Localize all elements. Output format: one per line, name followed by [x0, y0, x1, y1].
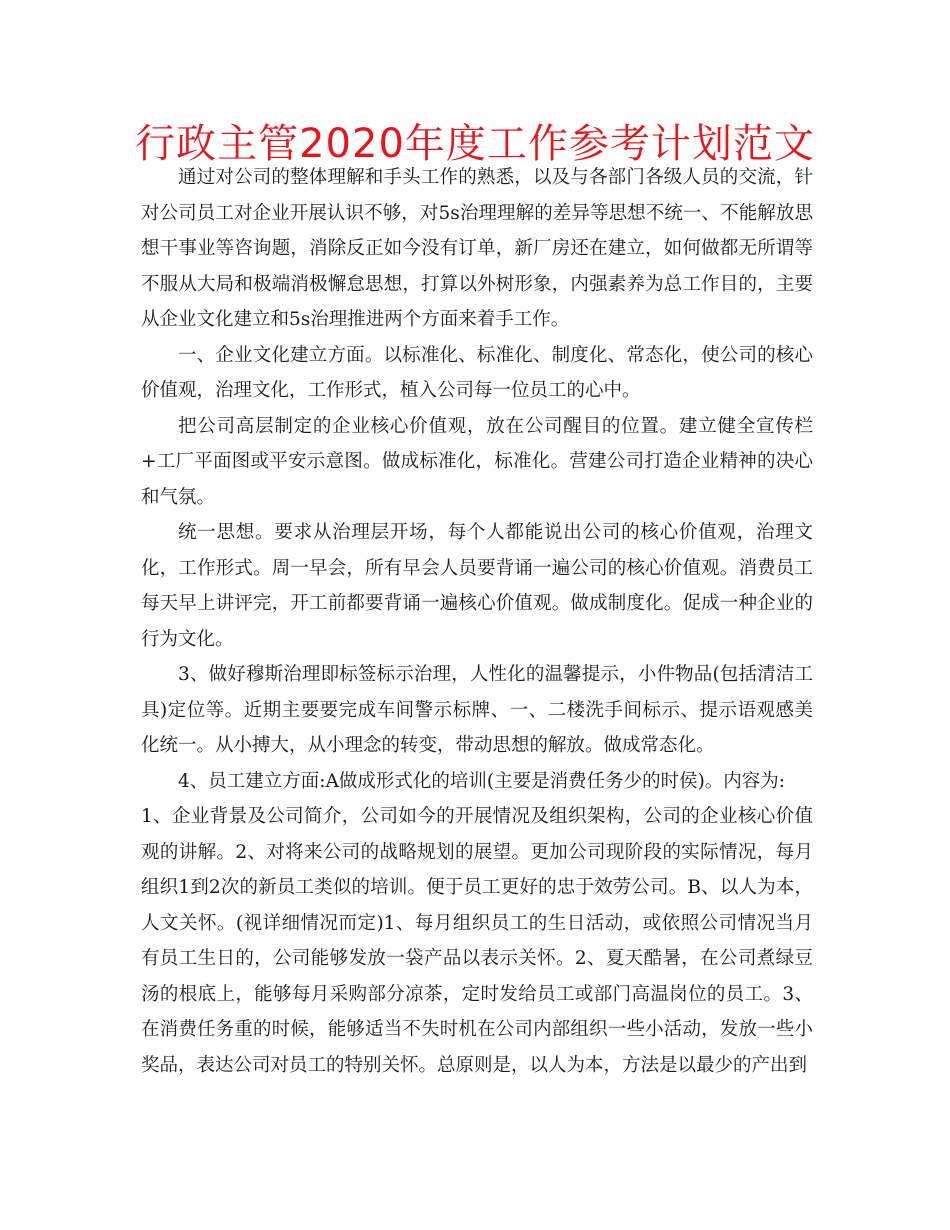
paragraph-values: 把公司高层制定的企业核心价值观，放在公司醒目的位置。建立健全宣传栏+工厂平面图或平安示意图。做成标准化，标准化。营建公司打造企业精神的决心和气氛。: [141, 415, 813, 508]
document-title: 行政主管2020年度工作参考计划范文: [135, 121, 815, 167]
paragraph-staff: 4、员工建立方面:A做成形式化的培训(主要是消费任务少的时侯)。内容为:: [178, 770, 786, 792]
paragraph-unify: 统一思想。要求从治理层开场，每个人都能说出公司的核心价值观，治理文化，工作形式。周一早会，所有早会人员要背诵一遍公司的核心价值观。消费员工每天早上讲评完，开工前都要背诵一遍核心价值观。做成制度化。促成一种企业的行为文化。: [141, 522, 813, 650]
paragraph-labels: 3、做好穆斯治理即标签标示治理，人性化的温馨提示，小件物品(包括清洁工具)定位等。近期主要要完成车间警示标牌、一、二楼洗手间标示、提示语观感美化统一。从小搏大，从小理念的转变，带动思想的解放。做成常态化。: [141, 664, 813, 756]
paragraph-culture: 一、企业文化建立方面。以标准化、标准化、制度化、常态化，使公司的核心价值观，治理文化，工作形式，植入公司每一位员工的心中。: [141, 344, 813, 401]
document-body: [141, 160, 813, 1083]
paragraph-intro: 通过对公司的整体理解和手头工作的熟悉，以及与各部门各级人员的交流，针对公司员工对企业开展认识不够，对5s治理理解的差异等思想不统一、不能解放思想干事业等咨询题，消除反正如今没有订单，新厂房还在建立，如何做都无所谓等不服从大局和极端消极懈怠思想，打算以外树形象，内强素养为总工作目的，主要从企业文化建立和5s治理推进两个方面来着手工作。: [141, 167, 813, 330]
paragraph-training: 1、企业背景及公司简介，公司如今的开展情况及组织架构，公司的企业核心价值观的讲解。2、对将来公司的战略规划的展望。更加公司现阶段的实际情况，每月组织1到2次的新员工类似的培训。便于员工更好的忠于效劳公司。B、以人为本，人文关怀。(视详细情况而定)1、每月组织员工的生日活动，或依照公司情况当月有员工生日的，公司能够发放一袋产品以表示关怀。2、夏天酷暑，在公司煮绿豆汤的根底上，能够每月采购部分凉茶，定时发给员工或部门高温岗位的员工。3、在消费任务重的时候，能够适当不失时机在公司内部组织一些小活动，发放一些小奖品，表达公司对员工的特别关怀。总原则是，以人为本，方法是以最少的产出到: [141, 806, 813, 1076]
